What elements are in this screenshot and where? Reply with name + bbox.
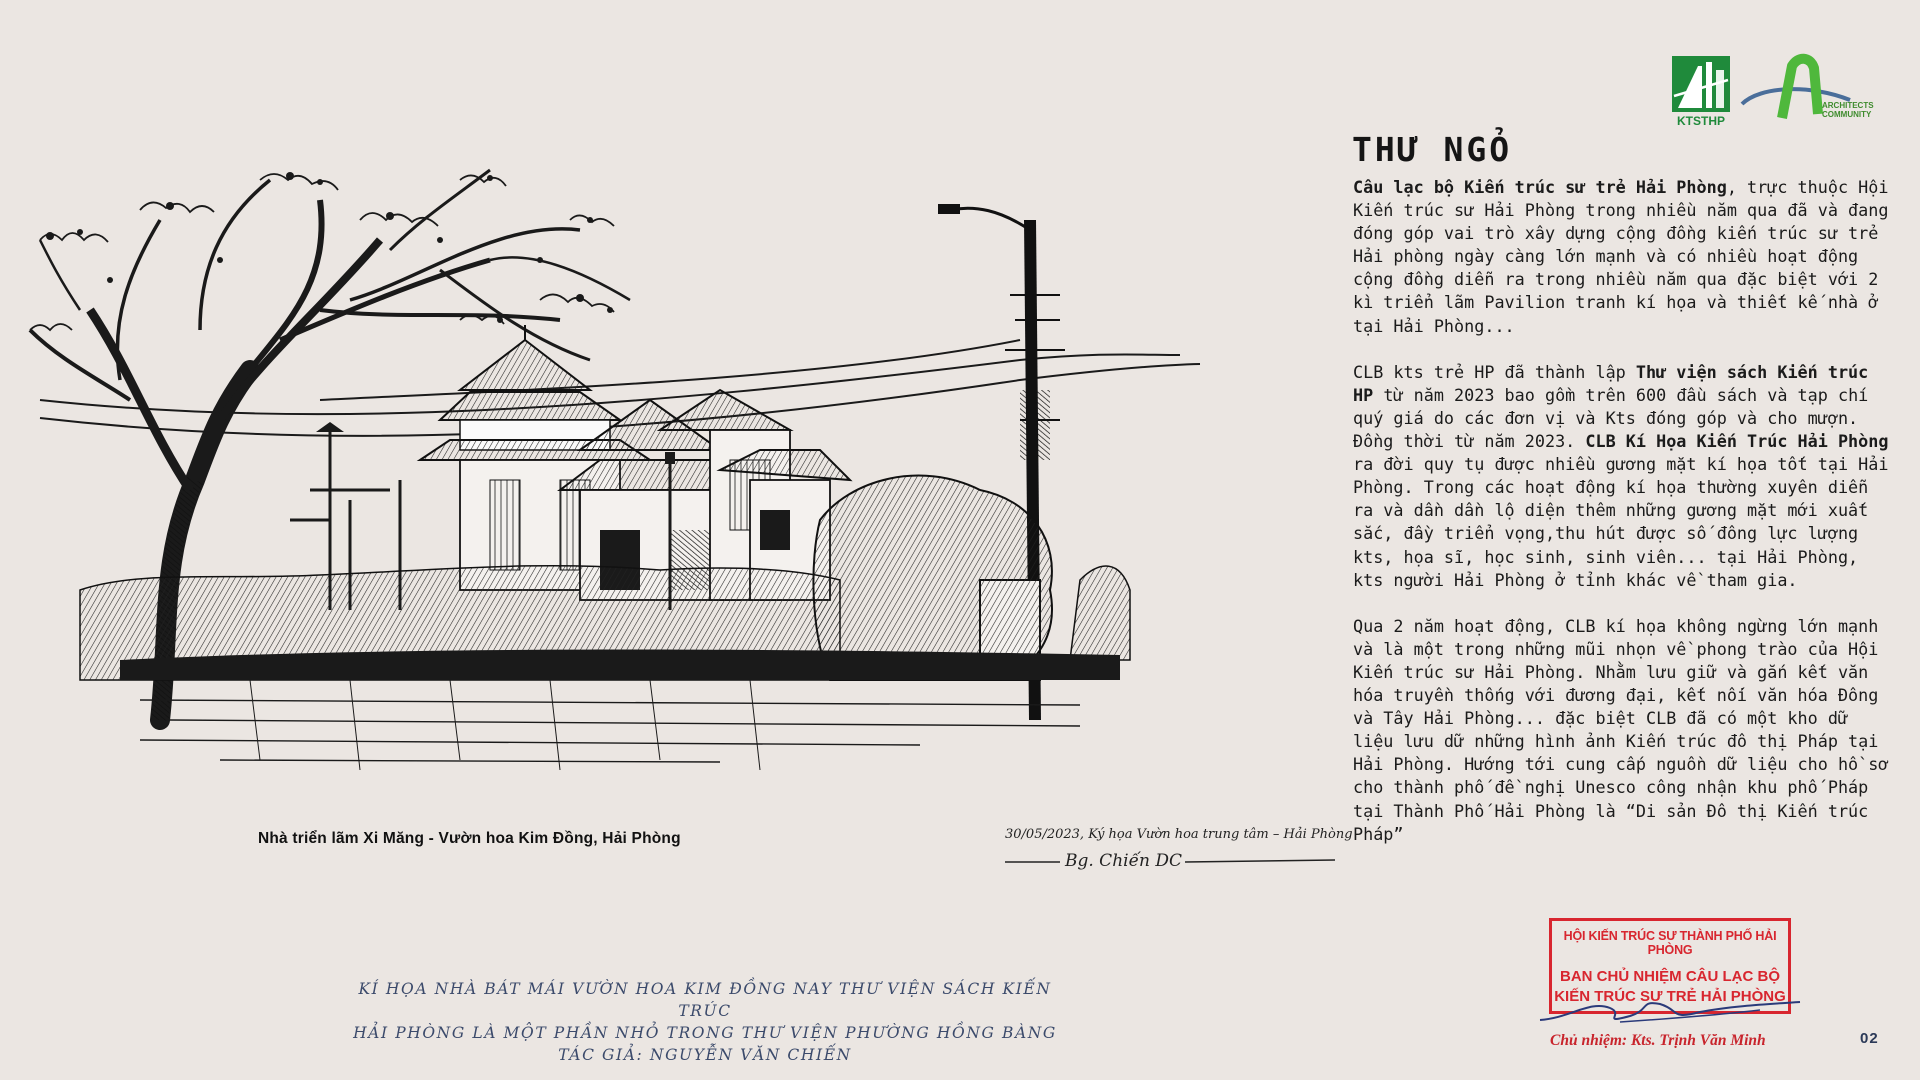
stamp-line-1: HỘI KIẾN TRÚC SƯ THÀNH PHỐ HẢI PHÒNG <box>1563 929 1777 957</box>
letter-title: THƯ NGỎ <box>1352 130 1513 169</box>
sketch-description <box>330 978 1080 1066</box>
club-name: Câu lạc bộ Kiến trúc sư trẻ Hải Phòng <box>1353 177 1727 197</box>
stamp-line-3: KIẾN TRÚC SƯ TRẺ HẢI PHÒNG <box>1554 988 1786 1005</box>
library-name: Thư viện sách Kiến trúc HP <box>1353 361 1869 405</box>
quote-line-1: KÍ HỌA NHÀ BÁT MÁI VƯỜN HOA KIM ĐỒNG NAY THƯ VIỆN SÁCH KIẾN TRÚC <box>358 980 1052 1020</box>
sketch-club-name: CLB Kí Họa Kiến Trúc Hải Phòng <box>1585 431 1889 452</box>
p1-text: , trực thuộc Hội Kiến trúc sư Hải Phòng trong nhiều năm qua đã và đang đóng góp vai trò xây dựng cộng đồng kiến trúc sư trẻ Hải phòng ngày càng lớn mạnh và có nhiều hoạt động cộng đồng diễn ra trong nhiều năm qua đặc biệt với 2 kì triển lãm Pavilion tranh kí họa và thiết kế nhà ở tại Hải Phòng... <box>1353 177 1889 336</box>
letter-paragraph-1 <box>1353 176 1898 338</box>
quote-line-3: TÁC GIẢ: NGUYỄN VĂN CHIẾN <box>558 1046 852 1064</box>
signature-date-text: 30/05/2023, Ký họa Vườn hoa trung tâm – Hải Phòng <box>1005 827 1353 842</box>
signature-name-text: Bg. Chiến DC <box>1065 851 1183 871</box>
quote-line-2: HẢI PHÒNG LÀ MỘT PHẦN NHỎ TRONG THƯ VIỆN PHƯỜNG HỒNG BÀNG <box>353 1024 1057 1042</box>
sketch-caption: Nhà triển lãm Xi Măng - Vườn hoa Kim Đồng, Hải Phòng <box>258 830 681 847</box>
chairman-name: Chủ nhiệm: Kts. Trịnh Văn Minh <box>1550 1032 1766 1049</box>
p3-text-a: Đồng thời từ năm 2023. <box>1353 431 1586 452</box>
p2-text-a: CLB kts trẻ HP đã thành lập <box>1353 361 1636 382</box>
chairman-signature <box>1530 990 1810 1030</box>
letter-body <box>1353 176 1898 869</box>
artist-signature <box>1005 818 1353 878</box>
architecture-sketch <box>20 160 1370 880</box>
svg-text:COMMUNITY: COMMUNITY <box>1822 110 1872 119</box>
ktsthp-logo <box>1672 56 1734 128</box>
architects-community-logo <box>1740 56 1874 122</box>
p2-text-b: từ năm 2023 bao gồm trên 600 đầu sách và tạp chí quý giá do các đơn vị và Kts đóng góp và cho mượn. <box>1353 384 1869 428</box>
letter-paragraph-3 <box>1353 430 1898 592</box>
p3-text-b: ra đời quy tụ được nhiều gương mặt kí họa tốt tại Hải Phòng. Trong các hoạt động kí họa thường xuyên diễn ra và dần dần lộ diện thêm những gương mặt mới xuất sắc, đầy triển vọng,thu hút được số đông lực lượng kts, họa sĩ, học sinh, sinh viên... tại Hải Phòng, kts người Hải Phòng ở tỉnh khác về tham gia. <box>1353 454 1889 590</box>
ktsthp-logo-text: KTSTHP <box>1677 114 1725 128</box>
svg-text:ARCHITECTS: ARCHITECTS <box>1822 101 1874 110</box>
letter-paragraph-4: Qua 2 năm hoạt động, CLB kí họa không ngừng lớn mạnh và là một trong những mũi nhọn về phong trào của Hội Kiến trúc sư Hải Phòng. Nhằm lưu giữ và gắn kết văn hóa truyền thống với đương đại, kết nối văn hóa Đông và Tây Hải Phòng... đặc biệt CLB đã có một kho dữ liệu lưu dữ những hình ảnh Kiến trúc đô thị Pháp tại Hải Phòng. Hướng tới cung cấp nguồn dữ liệu cho hồ sơ cho thành phố đề nghị Unesco công nhận khu phố Pháp tại Thành Phố Hải Phòng là “Di sản Đô thị Kiến trúc Pháp” <box>1353 615 1889 844</box>
letter-paragraph-2 <box>1353 361 1898 430</box>
page-number: 02 <box>1860 1030 1879 1047</box>
stamp-line-2: BAN CHỦ NHIỆM CÂU LẠC BỘ <box>1560 968 1780 985</box>
sketch-drawing <box>20 160 1370 880</box>
